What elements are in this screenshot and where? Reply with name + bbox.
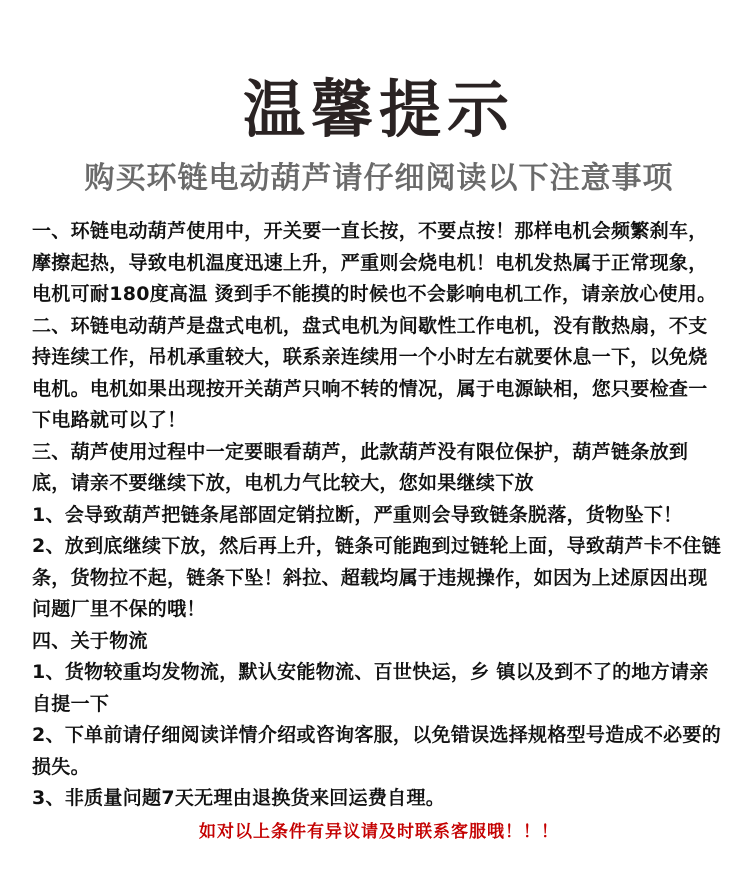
notice-body — [32, 216, 726, 815]
notice-paragraph-2: 二、环链电动葫芦是盘式电机，盘式电机为间歇性工作电机，没有散热扇，不支持连续工作，吊机承重较大，联系亲连续用一个小时左右就要休息一下，以免烧电机。电机如果出现按开关葫芦只响不转的情况，属于电源缺相，您只要检查一下电路就可以了！ — [32, 314, 708, 431]
footer-warning: 如对以上条件有异议请及时联系客服哦！！！ — [199, 821, 559, 842]
notice-item-4-2: 2、下单前请仔细阅读详情介绍或咨询客服，以免错误选择规格型号造成不必要的损失。 — [32, 724, 722, 778]
notice-paragraph-3: 三、葫芦使用过程中一定要眼看葫芦，此款葫芦没有限位保护，葫芦链条放到底，请亲不要继续下放，电机力气比较大，您如果继续下放 — [32, 440, 689, 494]
notice-item-3-1: 1、会导致葫芦把链条尾部固定销拉断，严重则会导致链条脱落，货物坠下！ — [32, 503, 683, 526]
notice-item-4-3: 3、非质量问题7天无理由退换货来回运费自理。 — [32, 787, 446, 809]
notice-item-4-1: 1、货物较重均发物流，默认安能物流、百世快运，乡 镇以及到不了的地方请亲自提一下 — [32, 661, 709, 715]
notice-item-3-2: 2、放到底继续下放，然后再上升，链条可能跑到过链轮上面，导致葫芦卡不住链条，货物拉不起，链条下坠！斜拉、超载均属于违规操作，如因为上述原因出现问题厂里不保的哦！ — [32, 535, 722, 620]
page-subtitle: 购买环链电动葫芦请仔细阅读以下注意事项 — [84, 161, 674, 196]
notice-paragraph-1: 一、环链电动葫芦使用中，开关要一直长按，不要点按！那样电机会频繁刹车，摩擦起热，导致电机温度迅速上升，严重则会烧电机！电机发热属于正常现象，电机可耐180度高温 烫到手不能摸的时候也不会影响电机工作，请亲放心使用。 — [32, 220, 717, 305]
notice-section-logistics: 四、关于物流 — [32, 629, 148, 652]
page-title: 温馨提示 — [242, 73, 515, 146]
